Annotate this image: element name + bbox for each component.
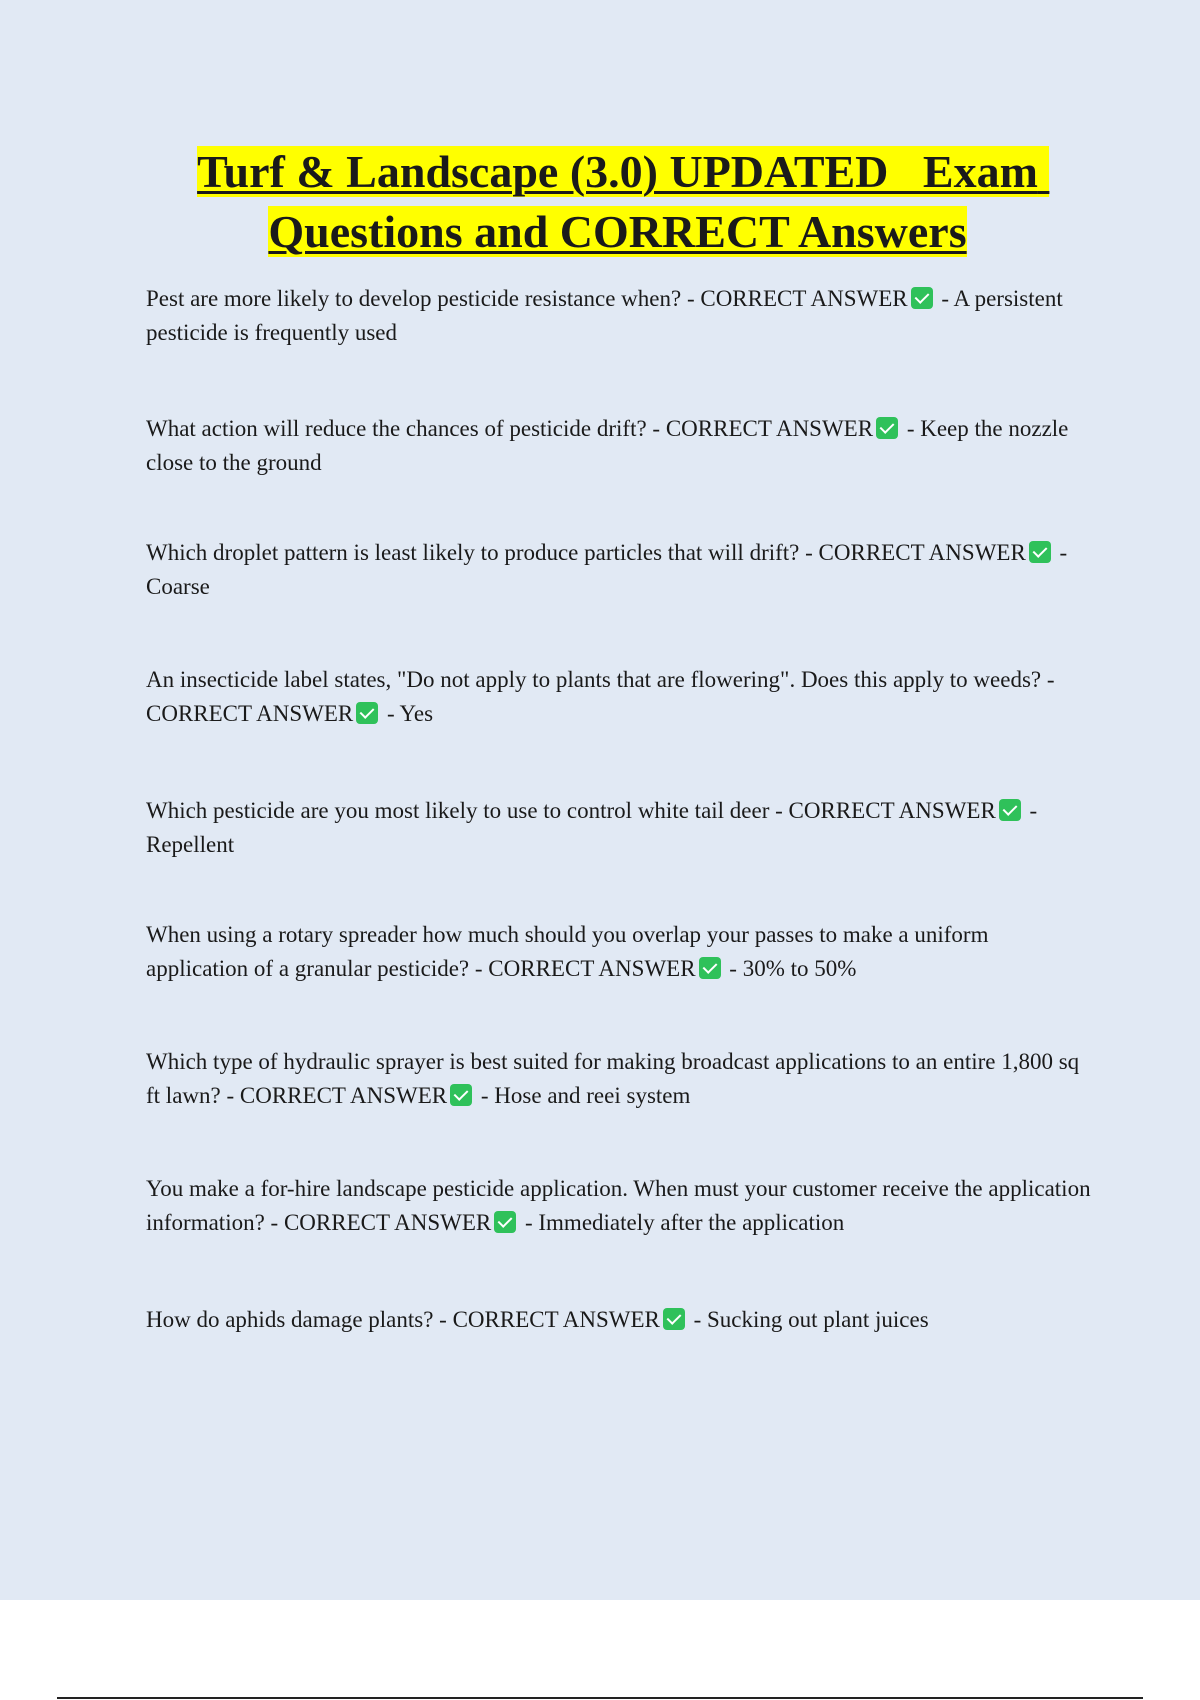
footer-divider: [57, 1697, 1143, 1699]
answer-marker: CORRECT ANSWER: [488, 956, 696, 981]
check-mark-icon: [999, 799, 1021, 821]
answer-marker: CORRECT ANSWER: [788, 798, 996, 823]
qa-item: [146, 412, 1096, 480]
answer-text: - Repellent: [146, 798, 1038, 857]
answer-text: - 30% to 50%: [723, 956, 857, 981]
qa-item: [146, 1303, 1096, 1337]
answer-text: - Yes: [381, 701, 434, 726]
question-text: Which pesticide are you most likely to use to control white tail deer -: [146, 798, 789, 823]
qa-item: [146, 282, 1096, 350]
check-mark-icon: [876, 417, 898, 439]
answer-text: - Keep the nozzle close to the ground: [146, 416, 1069, 475]
qa-list: [146, 282, 1096, 1337]
answer-text: - Coarse: [146, 540, 1068, 599]
answer-marker: CORRECT ANSWER: [239, 1083, 448, 1108]
check-mark-icon: [356, 702, 378, 724]
question-text: Which droplet pattern is least likely to produce particles that will drift? -: [146, 540, 819, 565]
answer-marker: CORRECT ANSWER: [700, 286, 908, 311]
answer-marker: CORRECT ANSWER: [818, 540, 1026, 565]
qa-item: [146, 794, 1096, 862]
question-text: Pest are more likely to develop pesticide resistance when? -: [146, 286, 701, 311]
check-mark-icon: [911, 287, 933, 309]
check-mark-icon: [699, 957, 721, 979]
check-mark-icon: [663, 1308, 685, 1330]
answer-marker: CORRECT ANSWER: [146, 701, 354, 726]
answer-text: - Hose and reei system: [475, 1083, 691, 1108]
check-mark-icon: [494, 1211, 516, 1233]
answer-text: - A persistent pesticide is frequently used: [146, 286, 1063, 345]
check-mark-icon: [1029, 541, 1051, 563]
qa-item: [146, 1172, 1096, 1240]
qa-item: [146, 536, 1096, 604]
question-text: Which type of hydraulic sprayer is best suited for making broadcast applications to an entire 1,800 sq ft lawn? -: [146, 1049, 1080, 1108]
answer-marker: CORRECT ANSWER: [283, 1210, 492, 1235]
qa-item: [146, 663, 1096, 731]
answer-marker: CORRECT ANSWER: [452, 1307, 660, 1332]
qa-item: [146, 1045, 1096, 1113]
answer-text: - Sucking out plant juices: [687, 1307, 929, 1332]
check-mark-icon: [450, 1084, 472, 1106]
question-text: You make a for-hire landscape pesticide application. When must your customer receive the application information? -: [146, 1176, 1091, 1235]
answer-text: - Immediately after the application: [519, 1210, 845, 1235]
question-text: When using a rotary spreader how much should you overlap your passes to make a uniform application of a granular pesticide? -: [146, 922, 989, 981]
question-text: How do aphids damage plants? -: [146, 1307, 453, 1332]
page-title-text: Turf & Landscape (3.0) UPDATED Exam Questions and CORRECT Answers: [197, 146, 1050, 257]
question-text: What action will reduce the chances of pesticide drift? -: [146, 416, 666, 441]
answer-marker: CORRECT ANSWER: [665, 416, 874, 441]
question-text: An insecticide label states, "Do not apply to plants that are flowering". Does this apply to weeds? -: [146, 667, 1055, 692]
page-title: [140, 142, 1095, 262]
qa-item: [146, 918, 1096, 986]
